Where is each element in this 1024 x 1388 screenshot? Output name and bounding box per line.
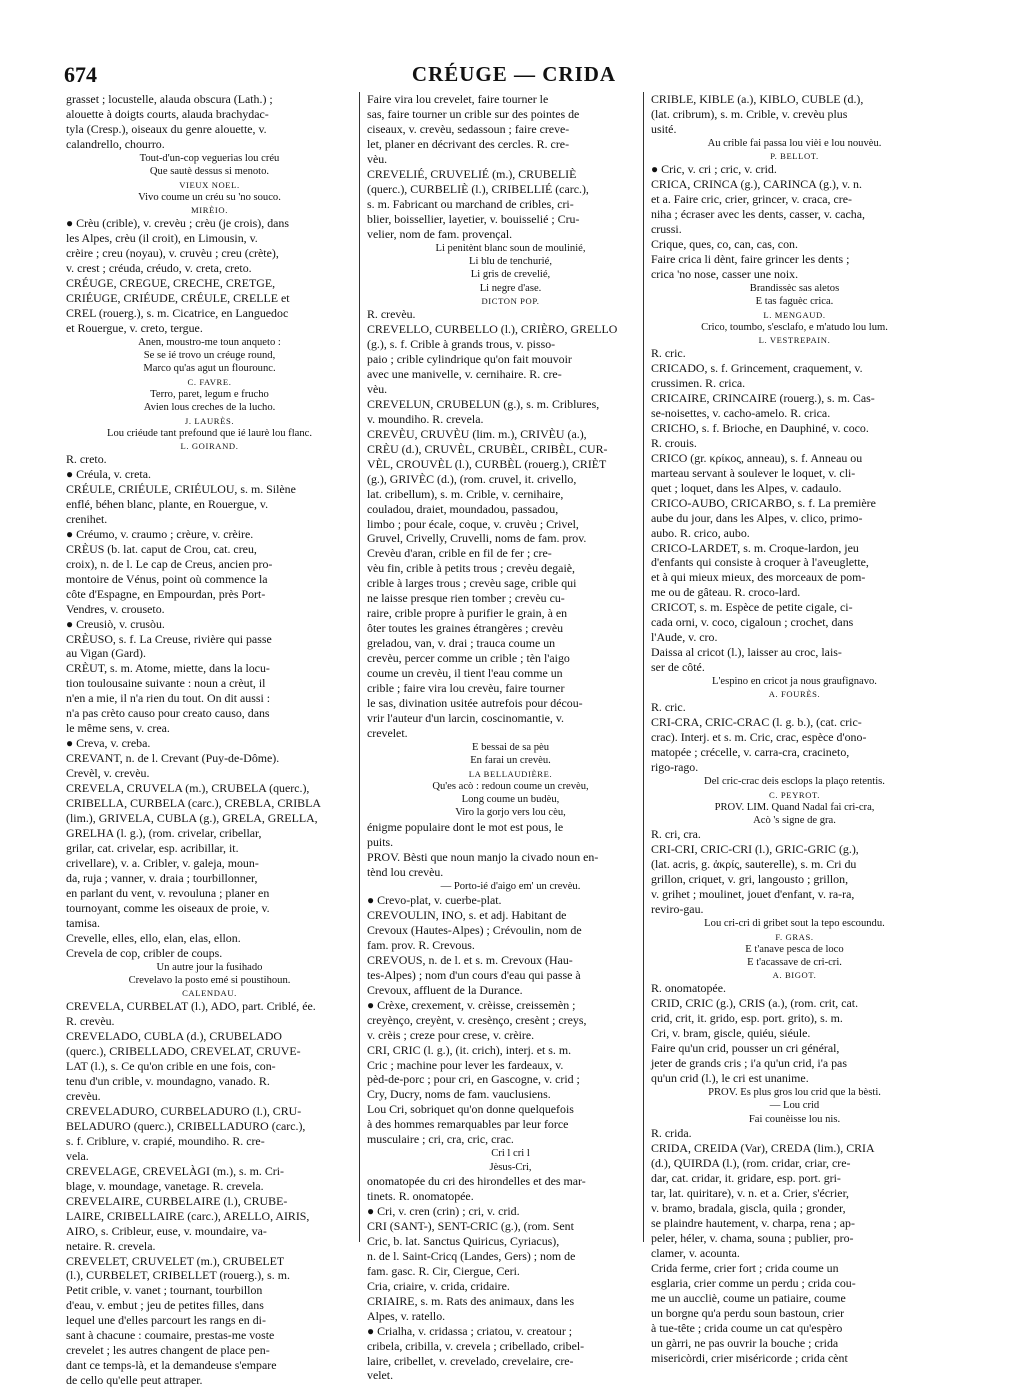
quote-line: E t'anave pesca de loco <box>745 943 844 955</box>
entry-line: Crida ferme, crier fort ; crida coume un <box>651 1260 839 1275</box>
entry-line: tion toulousaine suivante : noun a crèut, il <box>66 676 266 691</box>
entry-line: CREVELADURO, CURBELADURO (l.), CRU- <box>66 1103 302 1118</box>
entry-line: Daissa al cricot (l.), laisser au croc, lais- <box>651 645 842 660</box>
attribution-line: VIEUX NOEL. <box>179 179 240 190</box>
entry-line: Crevela de cop, cribler de coups. <box>66 945 223 960</box>
entry-line: n'en a mie, il n'a rien du tout. On dit aussi : <box>66 691 271 706</box>
entry-line: (d.), QUIRDA (l.), (rom. cridar, criar, cre- <box>651 1156 851 1171</box>
quote-line: Del cric-crac deis esclops la plaço retentis. <box>704 776 885 788</box>
entry-line: ciseaux, v. crevèu, sedassoun ; faire creve- <box>367 121 570 136</box>
entry-line: crica 'no nose, casser une noix. <box>651 266 799 281</box>
entry-line: n'a pas crèto causo pour creato causo, dans <box>66 706 270 721</box>
entry-line: montoire de Vénus, point où commence la <box>66 571 268 586</box>
entry-line: calandrello, chourro. <box>66 136 165 151</box>
entry-line: laire, cribellet, v. crevelado, crevelaire, cre- <box>367 1353 574 1368</box>
entry-line: greladou, van, v. drai ; trauca coume un <box>367 636 556 651</box>
attribution-line: A. FOURÈS. <box>768 689 821 700</box>
entry-line: crivellare), v. a. Cribler, v. galeja, moun- <box>66 855 259 870</box>
entry-line: croix), n. de l. Le cap de Creus, ancien pro- <box>66 556 273 571</box>
entry-line: coume un crevèu, il tient l'eau comme un <box>367 666 563 681</box>
entry-line: CRICO-LARDET, s. m. Croque-lardon, jeu <box>651 540 859 555</box>
attribution-line: P. BELLOT. <box>770 151 819 162</box>
attribution-line: CALENDAU. <box>182 988 237 999</box>
quote-line: Long coume un budèu, <box>461 794 560 806</box>
entry-line: et à qui mieux mieux, des morceaux de pom- <box>651 570 866 585</box>
quote-line: Li blu de tenchurié, <box>469 255 552 267</box>
quote-line: Se se ié trovo un créuge round, <box>143 350 276 362</box>
entry-line: creyènço, creyènt, v. cresènço, cresènt ; creys, <box>367 1012 587 1027</box>
entry-line: de cello qu'elle peut attraper. <box>66 1373 203 1388</box>
quote-line: Au crible fai passa lou vièi e lou nouvèu. <box>707 137 882 149</box>
quote-line: Lou cri-cri di gribet sout la tepo escoundu. <box>704 918 885 930</box>
attribution-line: DICTON POP. <box>481 296 540 307</box>
entry-line: enflé, béhen blanc, plante, en Rouergue, v. <box>66 496 269 511</box>
entry-line: blage, v. moundage, vanetage. R. crevela. <box>66 1178 264 1193</box>
entry-line: AIRO, s. Cribleur, euse, v. moundaire, va- <box>66 1223 267 1238</box>
quote-line: Crico, toumbo, s'esclafo, e m'atudo lou lum. <box>701 321 888 333</box>
entry-line: CREVANT, n. de l. Crevant (Puy-de-Dôme). <box>66 751 280 766</box>
entry-line: Crevèu d'aran, crible en fil de fer ; cre- <box>367 546 552 561</box>
entry-line: ● Crèxe, crexement, v. crèisse, creissemèn ; <box>367 997 576 1012</box>
entry-line: CRÉUGE, CREGUE, CRECHE, CRETGE, <box>66 275 276 290</box>
entry-line: crussimen. R. crica. <box>651 376 746 391</box>
dictionary-column-middle <box>367 92 654 1383</box>
entry-line: les Alpes, crèu (il croit), en Limousin, v. <box>66 230 258 245</box>
attribution-line: J. LAURÈS. <box>184 415 235 426</box>
entry-line: à tue-tête ; crida coume un cat qu'espèro <box>651 1320 843 1335</box>
attribution-line: C. FAVRE. <box>187 376 232 387</box>
entry-line: lequel une d'elles parcourt les rangs en di- <box>66 1313 266 1328</box>
entry-line: crac). Interj. et s. m. Cric, crac, espèce d'ono- <box>651 730 867 745</box>
entry-line: d'enfants qui consiste à croquer à l'aveuglette, <box>651 555 869 570</box>
entry-line: Crevelle, elles, ello, elan, elas, ellon. <box>66 930 241 945</box>
entry-line: CRÈUSO, s. f. La Creuse, rivière qui passe <box>66 631 272 646</box>
entry-line: à des hommes remarquables par leur force <box>367 1117 569 1132</box>
entry-line: Cria, criaire, v. crida, cridaire. <box>367 1278 510 1293</box>
entry-line: R. cric. <box>651 346 686 361</box>
attribution-line: MIRÈIO. <box>191 205 228 216</box>
entry-line: quet ; loquet, dans les Alpes, v. cadaulo. <box>651 480 842 495</box>
entry-line: s. m. Fabricant ou marchand de cribles, cri- <box>367 196 574 211</box>
entry-line: s. f. Criblure, v. crapié, moundiho. R. cre- <box>66 1133 265 1148</box>
quote-line: Terro, paret, legum e frucho <box>150 388 269 400</box>
quote-line: Vivo coume un créu su 'no souco. <box>138 191 281 203</box>
entry-line: fam. gasc. R. Cir, Ciergue, Ceri. <box>367 1263 520 1278</box>
entry-line: R. crida. <box>651 1126 692 1141</box>
entry-line: CREVELA, CURBELAT (l.), ADO, part. Criblé, ée. <box>66 999 316 1014</box>
entry-line: tinets. R. onomatopée. <box>367 1189 474 1204</box>
attribution-line: LA BELLAUDIÈRE. <box>468 768 553 779</box>
entry-line: grilar, cat. crivelar, esp. acribillar, it. <box>66 840 239 855</box>
page-title: CRÉUGE — CRIDA <box>411 62 617 86</box>
entry-line: tar, lat. quiritare), v. n. et a. Crier, s'écrier, <box>651 1186 850 1201</box>
entry-line: Faire crica li dènt, faire grincer les dents ; <box>651 251 850 266</box>
entry-line: Gruvel, Crivelly, Cruvelli, noms de fam. prov. <box>367 531 587 546</box>
entry-line: CREVELUN, CRUBELUN (g.), s. m. Criblures, <box>367 396 600 411</box>
entry-line: CRÈUT, s. m. Atome, miette, dans la locu- <box>66 661 270 676</box>
entry-line: d'eau, v. embut ; jeu de petites filles, dans <box>66 1298 264 1313</box>
entry-line: GRELHA (l. g.), (rom. crivelar, cribellar, <box>66 825 262 840</box>
entry-line: (lat. cribrum), s. m. Crible, v. crevèu plus <box>651 106 848 121</box>
entry-line: CRI, CRIC (l. g.), (it. crich), interj. et s. m. <box>367 1042 572 1057</box>
entry-line: R. cri, cra. <box>651 827 701 842</box>
entry-line: niha ; écraser avec les dents, casser, v. cacha, <box>651 207 865 222</box>
entry-line: Crevèl, v. crevèu. <box>66 766 150 781</box>
entry-line: vèu fin, crible à petits trous ; crevèu degaiè, <box>367 561 576 576</box>
entry-line: aube du jour, dans les Alpes, v. clico, primo- <box>651 510 863 525</box>
entry-line: ● Creusiò, v. crusòu. <box>66 616 165 631</box>
entry-line: vrir l'auteur d'un larcin, coscinomantie, v. <box>367 710 565 725</box>
entry-line: onomatopée du cri des hirondelles et des mar- <box>367 1174 586 1189</box>
entry-line: raire, crible propre à purifier le grain, à en <box>367 606 568 621</box>
entry-line: CRIDA, CREIDA (Var), CREDA (lim.), CRIA <box>651 1141 875 1156</box>
quote-line: PROV. Es plus gros lou crid que la bèsti. <box>708 1087 881 1099</box>
quote-line: Li penitènt blanc soun de moulinié, <box>435 242 586 254</box>
entry-line: R. crevèu. <box>66 1014 115 1029</box>
entry-line: v. crest ; créuda, créudo, v. creta, creto. <box>66 260 252 275</box>
entry-line: CRID, CRIC (g.), CRIS (a.), (rom. crit, cat. <box>651 996 859 1011</box>
entry-line: Cri, v. bram, giscle, quiéu, siéule. <box>651 1026 811 1041</box>
quote-line: Viro la gorjo vers lou cèu, <box>455 807 566 819</box>
entry-line: CRI (SANT-), SENT-CRIC (g.), (rom. Sent <box>367 1218 574 1233</box>
entry-line: CREVELET, CRUVELET (m.), CRUBELET <box>66 1253 285 1268</box>
entry-line: qu'un crid (l.), le cri est unanime. <box>651 1071 809 1086</box>
entry-line: CREVOUS, n. de l. et s. m. Crevoux (Hau- <box>367 952 573 967</box>
entry-line: Vendres, v. crouseto. <box>66 601 165 616</box>
entry-line: crevèu, percer comme un crible ; tèn l'aigo <box>367 651 570 666</box>
entry-line: ● Créumo, v. craumo ; crèure, v. crèire. <box>66 526 254 541</box>
entry-line: blier, boissellier, layetier, v. bouisselié ; Cru- <box>367 211 580 226</box>
entry-line: puits. <box>367 834 394 849</box>
quote-line: Avien lous creches de la lucho. <box>143 402 276 414</box>
entry-line: crible à larges trous ; crevèu sage, crible qui <box>367 576 577 591</box>
entry-line: vèu. <box>367 151 388 166</box>
entry-line: grillon, criquet, v. gri, langousto ; grillon, <box>651 872 849 887</box>
entry-line: CREVELAGE, CREVELÀGI (m.), s. m. Cri- <box>66 1163 284 1178</box>
entry-line: CRIBLE, KIBLE (a.), KIBLO, CUBLE (d.), <box>651 92 864 106</box>
entry-line: tamisa. <box>66 915 101 930</box>
quote-line: En farai un crevèu. <box>470 755 551 767</box>
entry-line: v. crèis ; creze pour crese, v. crèire. <box>367 1027 535 1042</box>
quote-line: Li negre d'ase. <box>479 282 542 294</box>
quote-line: Fai counèisse lou nis. <box>748 1113 841 1125</box>
entry-line: (querc.), CRIBELLADO, CREVELAT, CRUVE- <box>66 1044 301 1059</box>
entry-line: tenu d'un crible, v. moundagno, vanado. R. <box>66 1074 270 1089</box>
entry-line: (lim.), GRIVELA, CUBLA (g.), GRELA, GRELLA, <box>66 810 318 825</box>
entry-line: CRICADO, s. f. Grincement, craquement, v. <box>651 361 863 376</box>
entry-line: crevelet ; les autres changent de place pen- <box>66 1343 270 1358</box>
entry-line: ● Creva, v. creba. <box>66 736 151 751</box>
entry-line: CRICHO, s. f. Brioche, en Dauphiné, v. coco. <box>651 420 869 435</box>
page-number: 674 <box>64 62 97 87</box>
entry-line: CRI-CRI, CRIC-CRI (l.), GRIC-GRIC (g.), <box>651 842 859 857</box>
entry-line: ● Crevo-plat, v. cuerbe-plat. <box>367 893 502 908</box>
entry-line: CREVOULIN, INO, s. et adj. Habitant de <box>367 908 567 922</box>
entry-line: crenihet. <box>66 511 108 526</box>
entry-line: l'Aude, v. cro. <box>651 630 718 645</box>
entry-line: couladou, draiet, moundadou, passadou, <box>367 501 559 516</box>
entry-line: alouette à doigts courts, alauda brachydac- <box>66 106 269 121</box>
entry-line: R. crevèu. <box>367 307 416 322</box>
entry-line: jeter de grands cris ; i'a qu'un crid, i'a pas <box>651 1056 847 1071</box>
dictionary-column-left <box>66 92 353 1388</box>
quote-line: Jèsus-Cri, <box>489 1161 532 1173</box>
entry-line: ● Crialha, v. cridassa ; criatou, v. creatour ; <box>367 1323 573 1338</box>
entry-line: VÈL, CROUVÈL (l.), CURBÈL (rouerg.), CRIÈT <box>367 456 607 471</box>
entry-line: CREL (rouerg.), s. m. Cicatrice, en Languedoc <box>66 305 289 320</box>
entry-line: n. de l. Saint-Cricq (Landes, Gers) ; nom de <box>367 1248 576 1263</box>
entry-line: au Vigan (Gard). <box>66 646 146 661</box>
entry-line: Alpes, v. ratello. <box>367 1308 446 1323</box>
entry-line: R. crouis. <box>651 435 697 450</box>
column-rule <box>359 92 360 1242</box>
entry-line: côte d'Espagne, en Empourdan, près Port- <box>66 586 266 601</box>
entry-line: CREVELADO, CUBLA (d.), CRUBELADO <box>66 1029 283 1044</box>
entry-line: LAIRE, CRIBELLAIRE (carc.), ARELLO, AIRIS, <box>66 1208 310 1223</box>
entry-line: Crevoux (Hautes-Alpes) ; Crévoulin, nom de <box>367 922 582 937</box>
entry-line: CRICA, CRINCA (g.), CARINCA (g.), v. n. <box>651 177 862 192</box>
entry-line: ôter toutes les graines étrangères ; crevèu <box>367 621 564 636</box>
entry-line: v. grihet ; moulinet, jouet d'enfant, v. ra-ra, <box>651 887 855 902</box>
entry-line: Crevoux, affluent de la Durance. <box>367 982 523 997</box>
entry-line: Cric, b. lat. Sanctus Quiricus, Cyriacus), <box>367 1233 560 1248</box>
entry-line: un gàrri, ne pas ouvrir la bouche ; crida <box>651 1335 839 1350</box>
entry-line: sas, faire tourner un crible sur des pointes de <box>367 106 580 121</box>
entry-line: cribela, cribilla, v. crevela ; cribellado, cribel- <box>367 1338 585 1353</box>
entry-line: CREVELAIRE, CURBELAIRE (l.), CRUBE- <box>66 1193 288 1208</box>
quote-line: Li gris de crevelié, <box>470 269 551 281</box>
entry-line: en parlant du vent, v. revouluna ; planer en <box>66 885 270 900</box>
entry-line: BELADURO (querc.), CRIBELLADURO (carc.), <box>66 1118 306 1133</box>
entry-line: misericòrdi, crier miséricorde ; crida cènt <box>651 1350 848 1365</box>
entry-line: Crique, ques, co, can, cas, con. <box>651 237 798 252</box>
entry-line: ● Crèu (crible), v. crevèu ; crèu (je crois), dans <box>66 216 289 231</box>
entry-line: marteau servant à soulever le loquet, v. cli- <box>651 465 856 480</box>
quote-line: — Porto-ié d'aigo em' un crevèu. <box>440 880 581 892</box>
entry-line: tes-Alpes) ; nom d'un cours d'eau qui passe à <box>367 967 581 982</box>
entry-line: R. onomatopée. <box>651 981 726 996</box>
entry-line: dant ce temps-là, et la demandeuse s'empare <box>66 1358 277 1373</box>
entry-line: reviro-gau. <box>651 902 704 917</box>
entry-line: grasset ; locustelle, alauda obscura (Lath.) ; <box>66 92 273 106</box>
attribution-line: L. VESTREPAIN. <box>758 335 831 346</box>
entry-line: (g.), s. f. Crible à grands trous, v. pisso- <box>367 337 556 352</box>
entry-line: sant à chacune : coumaire, prestas-me voste <box>66 1328 275 1343</box>
entry-line: se plaindre hautement, v. charpa, rena ; ap- <box>651 1216 855 1231</box>
quote-line: E t'acassave de cri-cri. <box>747 957 842 968</box>
entry-line: Petit crible, v. vanet ; tournant, tourbillon <box>66 1283 263 1298</box>
dictionary-column-right <box>651 92 938 1365</box>
entry-line: ● Cric, v. cri ; cric, v. crid. <box>651 162 777 177</box>
quote-line: Qu'es acò : redoun coume un crevèu, <box>432 780 589 792</box>
entry-line: usité. <box>651 121 677 136</box>
entry-line: me un auccliè, coume un patiaire, coume <box>651 1290 846 1305</box>
entry-line: tyla (Cresp.), oiseaux du genre alouette, v. <box>66 121 267 136</box>
entry-line: Faire vira lou crevelet, faire tourner le <box>367 92 549 106</box>
quote-line: Lou criéude tant prefound que ié laurè lou flanc. <box>106 427 313 439</box>
entry-line: CREVELLO, CURBELLO (l.), CRIÈRO, GRELLO <box>367 322 618 337</box>
entry-line: velet. <box>367 1368 394 1383</box>
entry-line: avec une manivelle, v. cernihaire. R. cre- <box>367 366 562 381</box>
entry-line: ● Créula, v. creta. <box>66 467 151 482</box>
entry-line: vèu. <box>367 381 388 396</box>
entry-line: velier, nom de fam. provençal. <box>367 226 513 241</box>
entry-line: Lou Cri, sobriquet qu'on donne quelquefois <box>367 1102 574 1117</box>
entry-line: CREVELA, CRUVELA (m.), CRUBELA (querc.), <box>66 781 310 796</box>
quote-line: Marco qu'as agut un flourounc. <box>143 363 276 375</box>
entry-line: peler, héler, v. chama, souna ; publier, pro- <box>651 1230 854 1245</box>
entry-line: vela. <box>66 1148 89 1163</box>
quote-line: Crevelavo la posto emé si poustihoun. <box>128 974 291 986</box>
entry-line: R. cric. <box>651 700 686 715</box>
entry-line: CRÉULE, CRIÉULE, CRIÉULOU, s. m. Silène <box>66 482 296 496</box>
quote-line: Un autre jour la fusihado <box>156 961 263 973</box>
entry-line: LAT (l.), s. Ce qu'on crible en une fois, con- <box>66 1059 276 1074</box>
entry-line: paio ; crible cylindrique qu'on fait mouvoir <box>367 352 572 367</box>
entry-line: et Rouergue, v. creto, tergue. <box>66 320 203 335</box>
entry-line: crevelet. <box>367 725 408 740</box>
entry-line: me ou de gâteau. R. croco-lard. <box>651 585 801 600</box>
attribution-line: F. GRAS. <box>775 931 814 942</box>
quote-line: Que sautè dessus si menoto. <box>149 166 270 178</box>
attribution-line: A. BIGOT. <box>772 970 817 981</box>
entry-line: le même sens, v. crea. <box>66 721 170 736</box>
entry-line: crible ; faire vira lou crevèu, faire tourner <box>367 680 565 695</box>
entry-line: se-noisettes, v. cacho-amelo. R. crica. <box>651 405 831 420</box>
entry-line: fam. prov. R. Crevous. <box>367 937 475 952</box>
entry-line: crèire ; creu (noyau), v. cruvèu ; creu (crète), <box>66 245 279 260</box>
quote-line: PROV. LIM. Quand Nadal fai cri-cra, <box>714 801 875 813</box>
entry-line: Faire qu'un crid, pousser un cri général, <box>651 1041 840 1056</box>
attribution-line: C. PEYROT. <box>769 789 820 800</box>
entry-line: (querc.), CURBELIÈ (l.), CRIBELLIÉ (carc.), <box>367 181 589 196</box>
entry-line: rigo-rago. <box>651 760 699 775</box>
entry-line: dar, cat. cridar, it. gridare, esp. port. gri- <box>651 1171 841 1186</box>
entry-line: ser de côté. <box>651 660 705 675</box>
entry-line: let, planer en décrivant des cercles. R. cre- <box>367 136 570 151</box>
entry-line: ● Cri, v. cren (crin) ; cri, v. crid. <box>367 1203 520 1218</box>
entry-line: ne laisse presque rien tomber ; crevèu cu- <box>367 591 565 606</box>
entry-line: Cric ; machine pour lever les fardeaux, v. <box>367 1057 564 1072</box>
entry-line: v. bramo, bradala, giscla, quila ; gronder, <box>651 1201 846 1216</box>
entry-line: CREVÈU, CRUVÈU (lim. m.), CRIVÈU (a.), <box>367 426 587 441</box>
entry-line: musculaire ; cri, cra, cric, crac. <box>367 1132 514 1147</box>
quote-line: E tas faguèc crica. <box>755 296 834 308</box>
entry-line: v. moundiho. R. crevela. <box>367 411 484 426</box>
entry-line: un borgne qu'a perdu soun bastoun, crier <box>651 1305 845 1320</box>
entry-line: le sas, divination usitée autrefois pour décou- <box>367 695 583 710</box>
entry-line: tènd lou crevèu. <box>367 864 444 879</box>
quote-line: Brandissèc sas aletos <box>749 282 840 294</box>
entry-line: CREVELIÉ, CRUVELIÉ (m.), CRUBELIÈ <box>367 166 577 181</box>
entry-line: da, ruja ; vanner, v. draia ; tourbillonner, <box>66 870 258 885</box>
quote-line: Tout-d'un-cop veguerias lou créu <box>139 152 280 164</box>
quote-line: L'espino en cricot ja nous graufignavo. <box>712 676 877 688</box>
entry-line: (l.), CURBELET, CRIBELLET (rouerg.), s. m. <box>66 1268 290 1283</box>
entry-line: limbo ; pour écale, coque, v. cruvèu ; Crivel, <box>367 516 579 531</box>
entry-line: CRICOT, s. m. Espèce de petite cigale, ci- <box>651 600 853 615</box>
attribution-line: L. GOIRAND. <box>180 441 239 452</box>
entry-line: R. creto. <box>66 452 107 467</box>
entry-line: CRIAIRE, s. m. Rats des animaux, dans les <box>367 1293 575 1308</box>
quote-line: Acò 's signe de gra. <box>753 815 836 827</box>
entry-line: CRIBELLA, CURBELA (carc.), CREBLA, CRIBLA <box>66 796 321 811</box>
entry-line: CRIÉUGE, CRIÉUDE, CRÉULE, CRELLE et <box>66 290 290 305</box>
entry-line: CRÈU (d.), CRUVÈL, CRUBÈL, CRIBÈL, CUR- <box>367 441 608 456</box>
quote-line: Anen, moustro-me toun anqueto : <box>138 336 281 348</box>
entry-line: crevèu. <box>66 1089 101 1104</box>
entry-line: CRÈUS (b. lat. caput de Crou, cat. creu, <box>66 541 257 556</box>
quote-line: — Lou crid <box>769 1100 820 1112</box>
entry-line: esglaria, crier comme un perdu ; crida cou- <box>651 1275 856 1290</box>
quote-line: Cri l cri l <box>491 1148 530 1160</box>
entry-line: cada orni, v. coco, cigaloun ; crochet, dans <box>651 615 854 630</box>
entry-line: pèd-de-porc ; pour cri, en Gascogne, v. crid ; <box>367 1072 580 1087</box>
entry-line: tournoyant, comme les oiseaux de proie, v. <box>66 900 270 915</box>
entry-line: aubo. R. crico, aubo. <box>651 525 750 540</box>
entry-line: crid, crit, it. grido, esp. port. grito), s. m. <box>651 1011 843 1026</box>
entry-line: CRICAIRE, CRINCAIRE (rouerg.), s. m. Cas- <box>651 390 875 405</box>
entry-line: énigme populaire dont le mot est pous, le <box>367 819 564 834</box>
entry-line: (g.), GRIVÈC (d.), (rom. cruvel, it. crivello, <box>367 471 577 486</box>
entry-line: et a. Faire cric, crier, grincer, v. craca, cre- <box>651 192 852 207</box>
entry-line: (lat. acris, g. ἀκρίς, sauterelle), s. m. Cri du <box>651 857 857 872</box>
entry-line: netaire. R. crevela. <box>66 1238 156 1253</box>
page-header <box>64 62 964 92</box>
attribution-line: L. MENGAUD. <box>763 309 826 320</box>
entry-line: CRICO-AUBO, CRICARBO, s. f. La première <box>651 495 876 510</box>
entry-line: matopée ; crécelle, v. carra-cra, cracineto, <box>651 745 850 760</box>
entry-line: CRI-CRA, CRIC-CRAC (l. g. b.), (cat. cric- <box>651 715 862 730</box>
quote-line: E bessai de sa pèu <box>471 741 550 753</box>
entry-line: clamer, v. acounta. <box>651 1245 740 1260</box>
entry-line: PROV. Bèsti que noun manjo la civado noun en- <box>367 849 599 864</box>
entry-line: Cry, Ducry, noms de fam. vauclusiens. <box>367 1087 551 1102</box>
entry-line: lat. cribellum), s. m. Crible, v. cernihaire, <box>367 486 564 501</box>
entry-line: crussi. <box>651 222 682 237</box>
entry-line: CRICO (gr. κρίκος, anneau), s. f. Anneau ou <box>651 450 863 465</box>
